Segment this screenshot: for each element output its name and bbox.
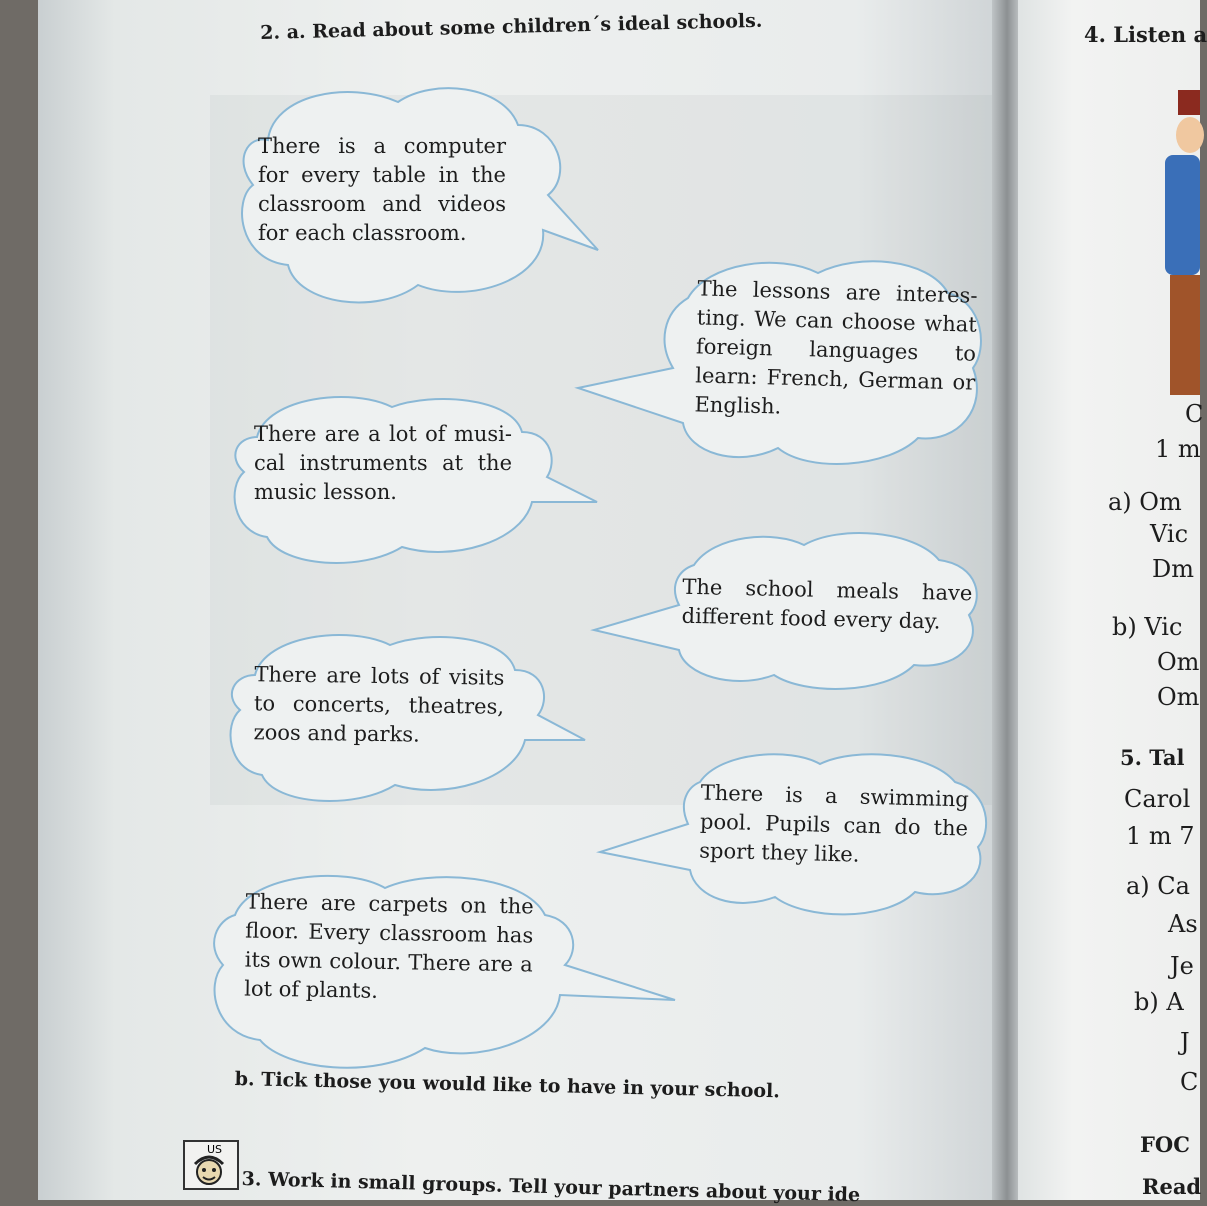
boy-illustration	[1160, 80, 1200, 400]
bubble-text: The lessons are interesting. We can choose what foreign languages to learn: French, German or English.	[694, 276, 978, 419]
right-text: Je	[1170, 952, 1194, 980]
exercise-3-heading: 3. Work in small groups. Tell your partners about your ide	[241, 1168, 861, 1206]
speaking-kids-icon	[183, 1140, 239, 1190]
bubble-text: There are lots of visits to concerts, theatres, zoos and parks.	[253, 662, 505, 747]
speech-bubble-carpets	[205, 870, 680, 1085]
right-text: C	[1180, 1068, 1199, 1096]
exercise-4-heading: 4. Listen a	[1084, 22, 1207, 47]
speech-bubble-instruments	[222, 392, 602, 572]
bubble-text: There is a swimming pool. Pupils can do the sport they like.	[698, 780, 970, 867]
right-text: 1 m 7	[1126, 822, 1195, 850]
right-text: Dm	[1152, 555, 1194, 583]
speech-bubble-computer	[228, 80, 608, 330]
right-text: a) Ca	[1126, 872, 1190, 900]
bubble-text: There is a computer for every table in the classroom and videos for each classroom.	[258, 134, 506, 245]
focus-heading: FOC	[1140, 1132, 1190, 1157]
right-text: b) A	[1134, 988, 1184, 1016]
bubble-text: There are a lot of musical instruments at the music lesson.	[254, 422, 512, 504]
exercise-2b-heading: b. Tick those you would like to have in your school.	[234, 1068, 781, 1103]
right-text: b) Vic	[1112, 613, 1183, 641]
right-text: As	[1168, 910, 1198, 938]
exercise-2a-heading: 2. a. Read about some children´s ideal schools.	[260, 9, 763, 44]
speech-bubble-meals	[594, 530, 989, 700]
read-heading: Read	[1142, 1174, 1202, 1199]
exercise-5-heading: 5. Tal	[1120, 745, 1185, 770]
right-text: 1 m	[1155, 435, 1201, 463]
speech-bubble-lessons	[578, 258, 993, 473]
right-text: Om	[1157, 648, 1200, 676]
right-text: C	[1185, 400, 1204, 428]
bubble-text: There are carpets on the floor. Every classroom has its own colour. There are a lot of plants.	[244, 889, 534, 1003]
speech-bubble-visits	[220, 630, 590, 810]
right-text: J	[1180, 1028, 1190, 1056]
icon-label: US	[207, 1143, 223, 1156]
right-text: a) Om	[1108, 488, 1182, 516]
bubble-text: The school meals have different food every day.	[681, 574, 973, 634]
right-text: Vic	[1150, 520, 1189, 548]
right-text: Carol	[1124, 785, 1191, 813]
right-text: Om	[1157, 683, 1200, 711]
